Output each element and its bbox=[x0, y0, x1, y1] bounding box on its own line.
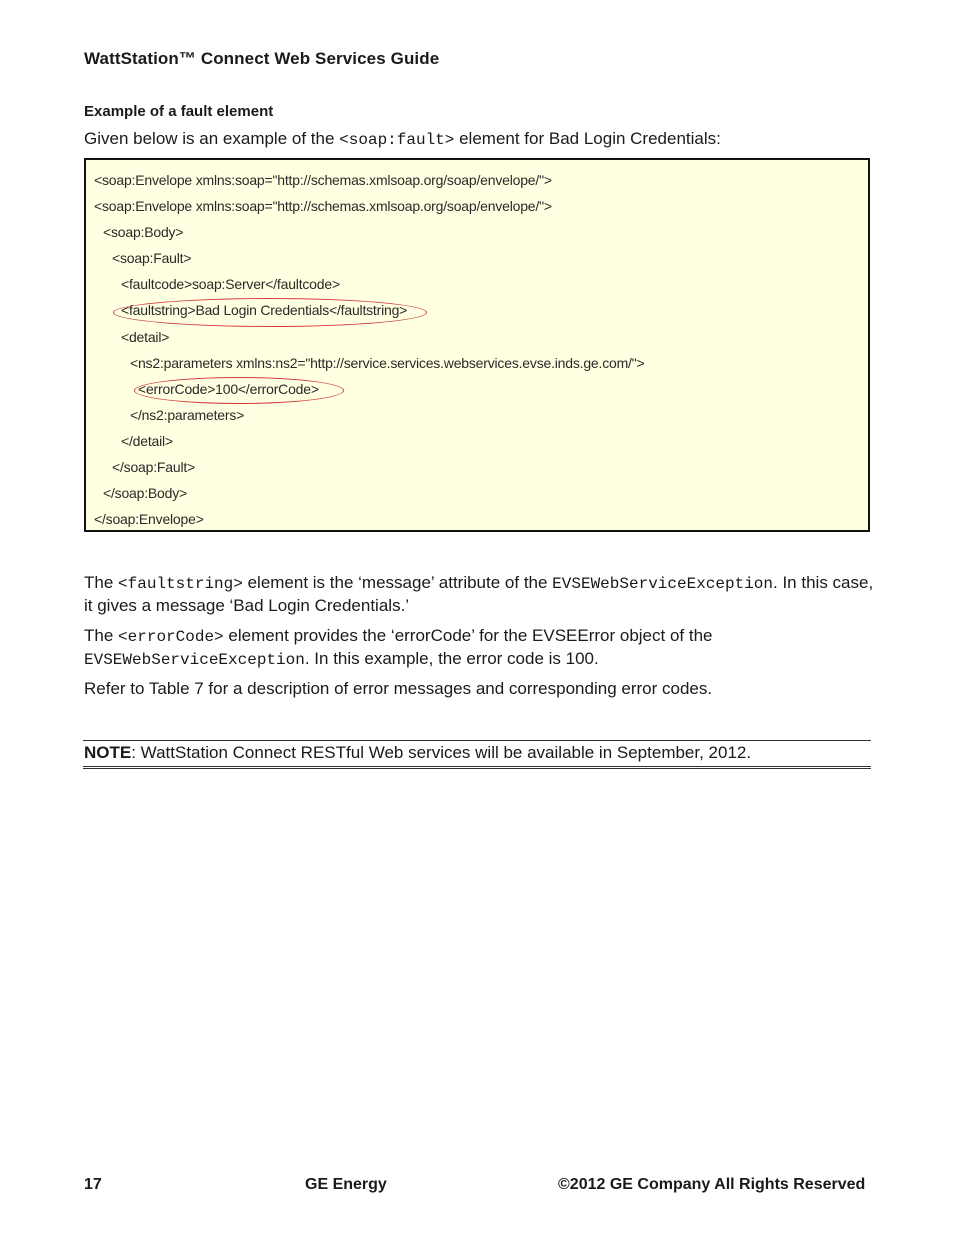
code-line-8: <ns2:parameters xmlns:ns2="http://service.services.webservices.evse.inds.ge.com/"> bbox=[130, 355, 645, 371]
p1-code-faultstring: <faultstring> bbox=[118, 575, 243, 593]
section-heading: Example of a fault element bbox=[84, 103, 274, 120]
footer-copyright: ©2012 GE Company All Rights Reserved bbox=[558, 1176, 866, 1193]
p2-text-b: element provides the ‘errorCode’ for the EVSEError object of the bbox=[223, 626, 713, 645]
document-title: WattStation™ Connect Web Services Guide bbox=[84, 49, 440, 68]
note-text bbox=[84, 743, 751, 763]
note-body: : WattStation Connect RESTful Web services will be available in September, 2012. bbox=[131, 743, 752, 762]
p2-text-c: . In this example, the error code is 100. bbox=[304, 649, 599, 668]
intro-paragraph bbox=[84, 128, 874, 151]
errorcode-paragraph bbox=[84, 625, 874, 671]
code-line-12: </soap:Fault> bbox=[112, 459, 196, 475]
p1-code-exception: EVSEWebServiceException bbox=[552, 575, 774, 593]
code-line-2: <soap:Envelope xmlns:soap="http://schemas.xmlsoap.org/soap/envelope/"> bbox=[94, 198, 552, 214]
code-line-7: <detail> bbox=[121, 329, 170, 345]
errorcode-highlight-circle bbox=[134, 377, 344, 404]
footer-company: GE Energy bbox=[305, 1176, 387, 1193]
code-line-9-errorcode: <errorCode>100</errorCode> bbox=[138, 381, 319, 397]
faultstring-highlight-circle bbox=[113, 298, 427, 327]
p1-text-a: The bbox=[84, 573, 119, 592]
table-reference-paragraph: Refer to Table 7 for a description of error messages and corresponding error codes. bbox=[84, 679, 713, 698]
code-line-5: <faultcode>soap:Server</faultcode> bbox=[121, 276, 340, 292]
intro-code-soap-fault: <soap:fault> bbox=[339, 131, 455, 149]
code-line-10: </ns2:parameters> bbox=[130, 407, 245, 423]
code-line-1: <soap:Envelope xmlns:soap="http://schemas.xmlsoap.org/soap/envelope/"> bbox=[94, 172, 552, 188]
note-box bbox=[83, 740, 871, 769]
p2-code-exception: EVSEWebServiceException bbox=[84, 651, 305, 669]
code-line-11: </detail> bbox=[121, 433, 173, 449]
p1-text-c: . In this case, it gives a message ‘Bad Login Credentials.’ bbox=[84, 573, 874, 615]
code-line-13: </soap:Body> bbox=[103, 485, 187, 501]
code-line-4: <soap:Fault> bbox=[112, 250, 192, 266]
footer-page-number: 17 bbox=[84, 1176, 102, 1193]
code-line-14: </soap:Envelope> bbox=[94, 511, 204, 527]
soap-fault-code-example bbox=[84, 158, 870, 532]
p2-code-errorcode: <errorCode> bbox=[118, 628, 224, 646]
note-label: NOTE bbox=[84, 743, 132, 762]
intro-text-after: element for Bad Login Credentials: bbox=[454, 129, 721, 148]
code-line-3: <soap:Body> bbox=[103, 224, 184, 240]
code-line-6-faultstring: <faultstring>Bad Login Credentials</faultstring> bbox=[121, 302, 408, 318]
p1-text-b: element is the ‘message’ attribute of the bbox=[242, 573, 553, 592]
intro-text-before: Given below is an example of the bbox=[84, 129, 340, 148]
faultstring-paragraph bbox=[84, 572, 874, 617]
p2-text-a: The bbox=[84, 626, 119, 645]
